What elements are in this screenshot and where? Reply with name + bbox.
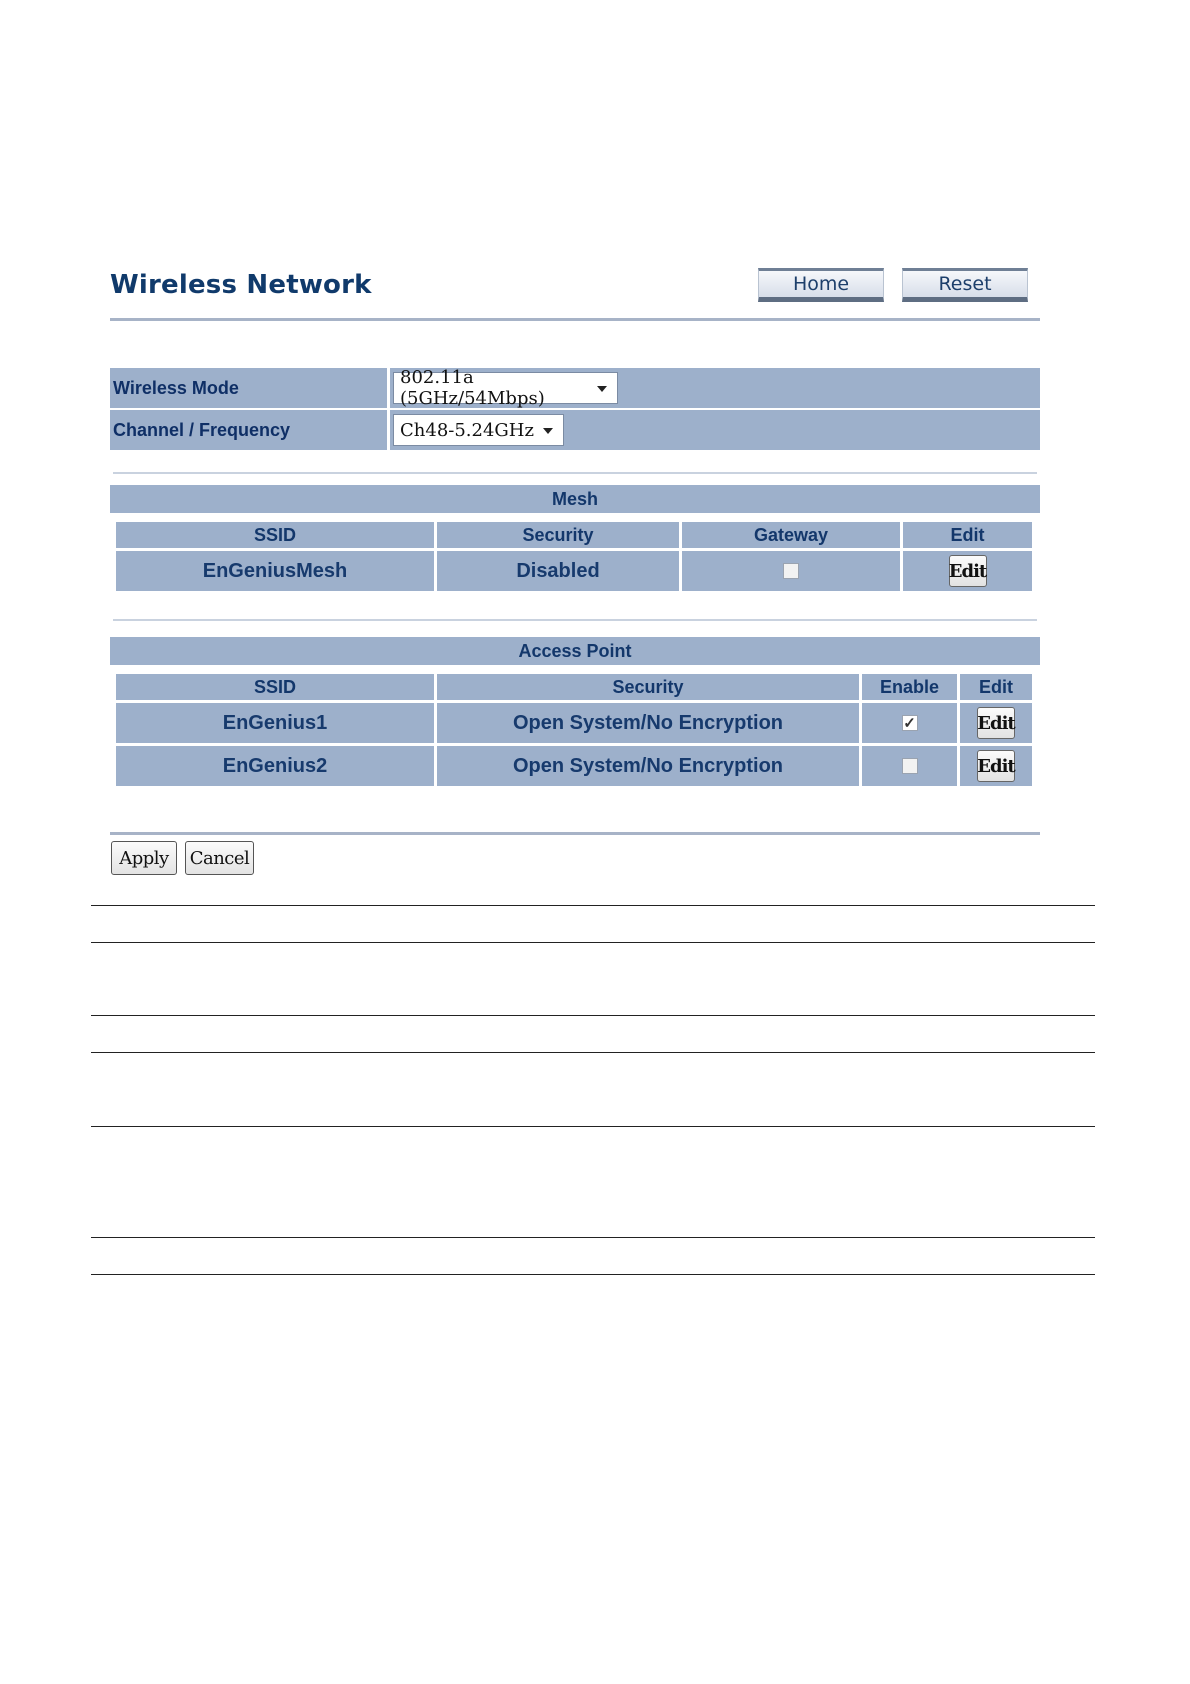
- ap-row-enable-cell: [862, 703, 957, 743]
- mesh-col-gateway: Gateway: [682, 522, 900, 548]
- enable-checkbox[interactable]: ✓: [903, 714, 916, 732]
- mesh-col-security: Security: [437, 522, 679, 548]
- section-divider: [113, 472, 1037, 474]
- ap-row-ssid: EnGenius2: [116, 746, 434, 786]
- chevron-down-icon: [597, 386, 607, 392]
- document-rule: [91, 1237, 1095, 1238]
- chevron-down-icon: [543, 428, 553, 434]
- wireless-mode-select[interactable]: [393, 367, 618, 409]
- ap-row-ssid: EnGenius1: [116, 703, 434, 743]
- ap-row-edit-cell: [960, 703, 1032, 743]
- access-point-section-title: Access Point: [110, 637, 1040, 665]
- mesh-edit-button[interactable]: Edit: [949, 555, 987, 587]
- ap-row-enable-cell: [862, 746, 957, 786]
- home-button[interactable]: Home: [758, 268, 884, 302]
- footer-divider: [110, 832, 1040, 835]
- reset-button[interactable]: Reset: [902, 268, 1028, 302]
- mesh-section-title: Mesh: [110, 485, 1040, 513]
- channel-selected: Ch48-5.24GHz: [400, 419, 534, 441]
- mesh-row-edit-cell: [903, 551, 1032, 591]
- ap-edit-button[interactable]: Edit: [977, 750, 1015, 782]
- ap-col-edit: Edit: [960, 674, 1032, 700]
- document-rule: [91, 942, 1095, 943]
- enable-checkbox[interactable]: [902, 758, 918, 774]
- channel-label: Channel / Frequency: [110, 410, 387, 450]
- document-rule: [91, 1274, 1095, 1275]
- ap-col-security: Security: [437, 674, 859, 700]
- document-rule: [91, 1015, 1095, 1016]
- mesh-row-security: Disabled: [437, 551, 679, 591]
- ap-col-enable: Enable: [862, 674, 957, 700]
- channel-value-cell: [390, 410, 1040, 450]
- ap-row-security: Open System/No Encryption: [437, 703, 859, 743]
- section-divider: [113, 619, 1037, 621]
- mesh-row-gateway-cell: [682, 551, 900, 591]
- apply-button[interactable]: Apply: [111, 841, 177, 875]
- cancel-button[interactable]: Cancel: [185, 841, 254, 875]
- document-rule: [91, 905, 1095, 906]
- ap-edit-button[interactable]: Edit: [977, 707, 1015, 739]
- document-rule: [91, 1052, 1095, 1053]
- page-title: Wireless Network: [110, 270, 372, 300]
- mesh-row-ssid: EnGeniusMesh: [116, 551, 434, 591]
- gateway-checkbox[interactable]: [783, 563, 799, 579]
- wireless-mode-selected: 802.11a (5GHz/54Mbps): [400, 367, 545, 409]
- mesh-col-edit: Edit: [903, 522, 1032, 548]
- wireless-mode-row: [110, 368, 1040, 408]
- wireless-mode-label: Wireless Mode: [110, 368, 387, 408]
- mesh-col-ssid: SSID: [116, 522, 434, 548]
- ap-col-ssid: SSID: [116, 674, 434, 700]
- channel-select[interactable]: [393, 414, 564, 446]
- wireless-mode-value-cell: [390, 368, 1040, 408]
- ap-row-security: Open System/No Encryption: [437, 746, 859, 786]
- channel-row: [110, 410, 1040, 450]
- header-divider: [110, 318, 1040, 321]
- ap-row-edit-cell: [960, 746, 1032, 786]
- document-rule: [91, 1126, 1095, 1127]
